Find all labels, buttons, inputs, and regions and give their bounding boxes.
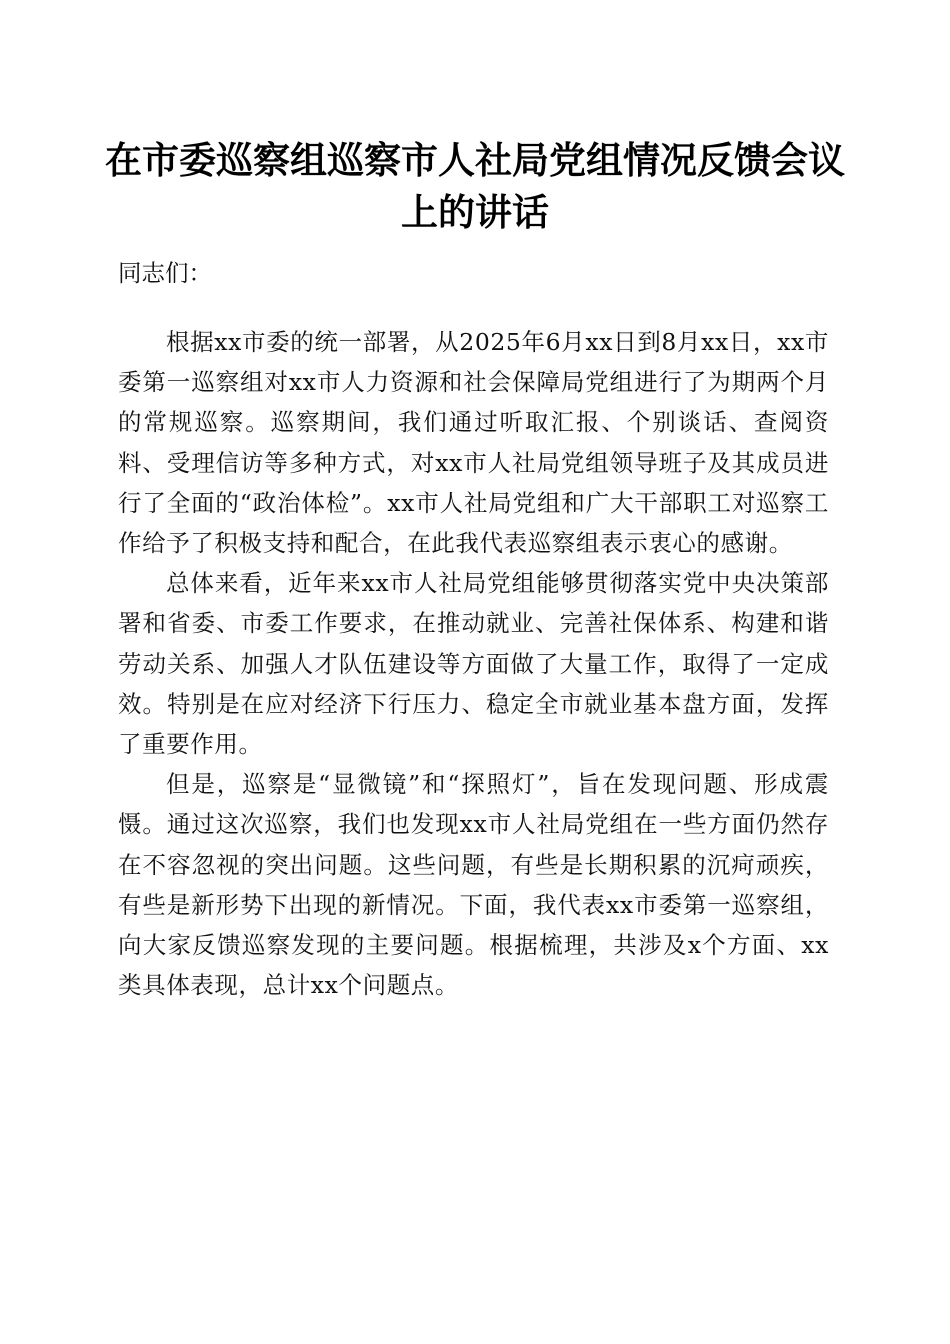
title-line-2: 上的讲话	[401, 190, 549, 234]
document-body	[118, 322, 829, 1005]
document-title	[100, 134, 850, 238]
paragraph-2: 总体来看，近年来xx市人社局党组能够贯彻落实党中央决策部署和省委、市委工作要求，在推动就业、完善社保体系、构建和谐劳动关系、加强人才队伍建设等方面做了大量工作，取得了一定成效。特别是在应对经济下行压力、稳定全市就业基本盘方面，发挥了重要作用。	[118, 569, 829, 759]
paragraph-1: 根据xx市委的统一部署，从2025年6月xx日到8月xx日，xx市委第一巡察组对xx市人力资源和社会保障局党组进行了为期两个月的常规巡察。巡察期间，我们通过听取汇报、个别谈话、查阅资料、受理信访等多种方式，对xx市人社局党组领导班子及其成员进行了全面的“政治体检”。xx市人社局党组和广大干部职工对巡察工作给予了积极支持和配合，在此我代表巡察组表示衷心的感谢。	[118, 328, 829, 558]
salutation: 同志们：	[118, 259, 212, 287]
title-line-1: 在市委巡察组巡察市人社局党组情况反馈会议	[105, 138, 845, 182]
paragraph-3: 但是，巡察是“显微镜”和“探照灯”，旨在发现问题、形成震慑。通过这次巡察，我们也发现xx市人社局党组在一些方面仍然存在不容忽视的突出问题。这些问题，有些是长期积累的沉疴顽疾，有些是新形势下出现的新情况。下面，我代表xx市委第一巡察组，向大家反馈巡察发现的主要问题。根据梳理，共涉及x个方面、xx类具体表现，总计xx个问题点。	[118, 770, 829, 1000]
